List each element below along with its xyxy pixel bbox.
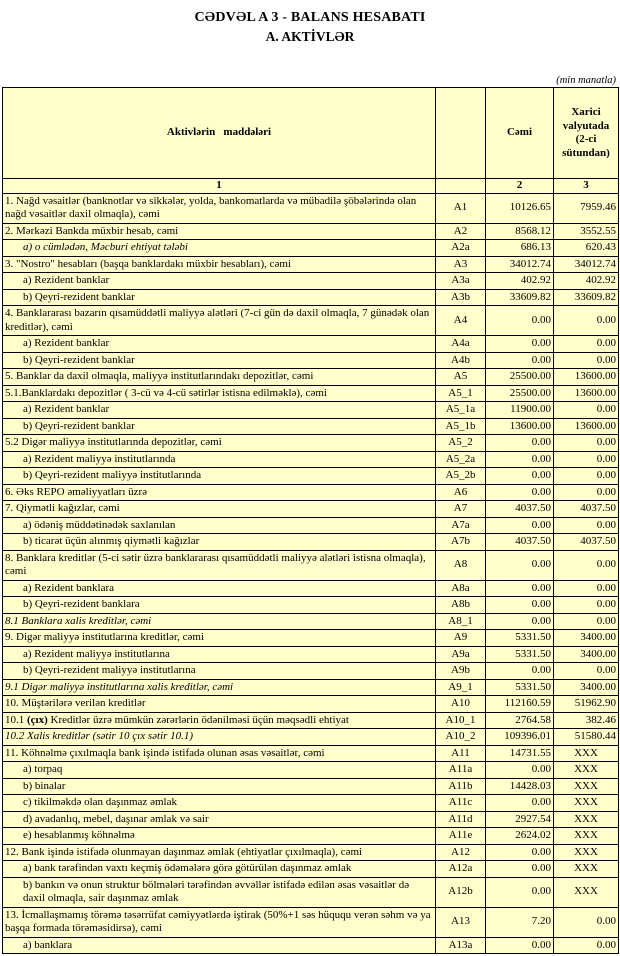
table-row — [3, 696, 619, 713]
table-row — [3, 306, 619, 336]
balance-sheet-table — [2, 87, 619, 954]
row-label: 9.1 Digər maliyyə institutlarına xalis kreditlər, cəmi — [3, 679, 436, 696]
row-total-value: 0.00 — [486, 844, 554, 861]
row-total-value: 0.00 — [486, 663, 554, 680]
row-label: a) banklara — [3, 937, 436, 954]
row-code: A11c — [436, 795, 486, 812]
row-code: A7 — [436, 501, 486, 518]
row-foreign-currency-value: 0.00 — [554, 580, 619, 597]
unit-note: (min manatla) — [556, 75, 616, 86]
column-number-row — [3, 179, 619, 194]
row-total-value: 0.00 — [486, 877, 554, 907]
row-total-value: 25500.00 — [486, 369, 554, 386]
row-label: 9. Digər maliyyə institutlarına kreditlər, cəmi — [3, 630, 436, 647]
row-total-value: 0.00 — [486, 597, 554, 614]
table-row — [3, 517, 619, 534]
table-row — [3, 729, 619, 746]
row-total-value: 11900.00 — [486, 402, 554, 419]
table-row — [3, 712, 619, 729]
row-foreign-currency-value: 33609.82 — [554, 289, 619, 306]
row-label: 10.2 Xalis kreditlər (sətir 10 çıx sətir 10.1) — [3, 729, 436, 746]
row-label: a) torpaq — [3, 762, 436, 779]
row-label: 4. Banklararası bazarın qısamüddətli maliyyə alətləri (7-ci gün də daxil olmaqla, 7 günədək olan kreditlər), cəmi — [3, 306, 436, 336]
row-foreign-currency-value: XXX — [554, 762, 619, 779]
row-code: A8_1 — [436, 613, 486, 630]
row-label: 7. Qiymətli kağızlar, cəmi — [3, 501, 436, 518]
row-code: A11d — [436, 811, 486, 828]
row-foreign-currency-value: 3400.00 — [554, 679, 619, 696]
row-label: a) Rezident maliyyə institutlarında — [3, 451, 436, 468]
row-label: 6. Əks REPO əməliyyatları üzrə — [3, 484, 436, 501]
row-foreign-currency-value: XXX — [554, 778, 619, 795]
row-code: A9 — [436, 630, 486, 647]
row-code: A4 — [436, 306, 486, 336]
row-foreign-currency-value: 0.00 — [554, 937, 619, 954]
row-foreign-currency-value: 3552.55 — [554, 223, 619, 240]
row-label: b) Qeyri-rezident banklar — [3, 418, 436, 435]
row-code: A2 — [436, 223, 486, 240]
row-code: A10_1 — [436, 712, 486, 729]
row-total-value: 109396.01 — [486, 729, 554, 746]
row-total-value: 0.00 — [486, 795, 554, 812]
row-label: a) bank tərəfindən vaxtı keçmiş ödəmələrə görə götürülən daşınmaz əmlak — [3, 861, 436, 878]
row-label: b) Qeyri-rezident banklar — [3, 352, 436, 369]
row-foreign-currency-value: 0.00 — [554, 468, 619, 485]
row-total-value: 5331.50 — [486, 646, 554, 663]
table-row — [3, 418, 619, 435]
row-code: A8 — [436, 550, 486, 580]
row-foreign-currency-value: 0.00 — [554, 550, 619, 580]
row-foreign-currency-value: 3400.00 — [554, 646, 619, 663]
table-row — [3, 778, 619, 795]
row-label: 8. Banklara kreditlər (5-ci sətir üzrə banklararası qısamüddətli maliyyə alətləri istisna olmaqla), cəmi — [3, 550, 436, 580]
row-total-value: 33609.82 — [486, 289, 554, 306]
row-label: a) Rezident banklar — [3, 273, 436, 290]
row-foreign-currency-value: XXX — [554, 745, 619, 762]
row-code: A11b — [436, 778, 486, 795]
row-label: a) Rezident maliyyə institutlarına — [3, 646, 436, 663]
table-row — [3, 861, 619, 878]
table-header-row — [3, 88, 619, 179]
row-foreign-currency-value: XXX — [554, 877, 619, 907]
row-total-value: 0.00 — [486, 336, 554, 353]
row-label: a) o cümlədən, Məcburi ehtiyat tələbi — [3, 240, 436, 257]
row-code: A3a — [436, 273, 486, 290]
row-label: d) avadanlıq, mebel, daşınar əmlak və sair — [3, 811, 436, 828]
row-code: A5_2b — [436, 468, 486, 485]
table-row — [3, 811, 619, 828]
row-total-value: 0.00 — [486, 451, 554, 468]
table-row — [3, 877, 619, 907]
row-code: A13a — [436, 937, 486, 954]
table-row — [3, 646, 619, 663]
row-label: b) bankın və onun struktur bölmələri tərəfindən əvvəllər istifadə edilən əsas vəsaitlər də daxil olmaqla, sair daşınmaz əmlak — [3, 877, 436, 907]
row-code: A5_1 — [436, 385, 486, 402]
row-code: A12b — [436, 877, 486, 907]
row-total-value: 402.92 — [486, 273, 554, 290]
row-foreign-currency-value: 34012.74 — [554, 256, 619, 273]
table-row — [3, 580, 619, 597]
row-foreign-currency-value: 4037.50 — [554, 501, 619, 518]
row-label: 5.1.Banklardakı depozitlər ( 3-cü və 4-cü sətirlər istisna edilməklə), cəmi — [3, 385, 436, 402]
row-label: b) Qeyri-rezident banklar — [3, 289, 436, 306]
table-row — [3, 385, 619, 402]
row-label-segment: Kreditlər üzrə mümkün zərərlərin ödənilməsi üçün məqsədli ehtiyat — [47, 713, 349, 726]
table-row — [3, 844, 619, 861]
table-row — [3, 663, 619, 680]
row-code: A11 — [436, 745, 486, 762]
row-foreign-currency-value: 0.00 — [554, 613, 619, 630]
row-total-value: 0.00 — [486, 580, 554, 597]
row-code: A8b — [436, 597, 486, 614]
column-header-total: Cəmi — [486, 88, 554, 179]
table-row — [3, 937, 619, 954]
row-label: 8.1 Banklara xalis kreditlər, cəmi — [3, 613, 436, 630]
row-code: A5_2a — [436, 451, 486, 468]
row-foreign-currency-value: 13600.00 — [554, 369, 619, 386]
row-code: A5_1a — [436, 402, 486, 419]
row-foreign-currency-value: 0.00 — [554, 451, 619, 468]
row-code: A3b — [436, 289, 486, 306]
row-code: A7b — [436, 534, 486, 551]
row-total-value: 0.00 — [486, 613, 554, 630]
row-total-value: 5331.50 — [486, 630, 554, 647]
row-foreign-currency-value: 0.00 — [554, 336, 619, 353]
table-row — [3, 451, 619, 468]
row-total-value: 2927.54 — [486, 811, 554, 828]
row-total-value: 0.00 — [486, 937, 554, 954]
row-label: a) Rezident banklara — [3, 580, 436, 597]
table-row — [3, 223, 619, 240]
table-row — [3, 501, 619, 518]
table-row — [3, 745, 619, 762]
row-code: A8a — [436, 580, 486, 597]
row-foreign-currency-value: 0.00 — [554, 907, 619, 937]
page-subtitle: A. AKTİVLƏR — [265, 29, 355, 44]
table-row — [3, 289, 619, 306]
row-foreign-currency-value: 402.92 — [554, 273, 619, 290]
column-header-foreign: Xarici valyutada (2-ci sütundan) — [554, 88, 619, 179]
row-total-value: 25500.00 — [486, 385, 554, 402]
table-row — [3, 369, 619, 386]
row-label: e) hesablanmış köhnəlmə — [3, 828, 436, 845]
row-total-value: 0.00 — [486, 306, 554, 336]
row-code: A9a — [436, 646, 486, 663]
table-row — [3, 828, 619, 845]
table-row — [3, 550, 619, 580]
row-total-value: 4037.50 — [486, 501, 554, 518]
row-code: A3 — [436, 256, 486, 273]
column-header-code — [436, 88, 486, 179]
row-total-value: 2624.02 — [486, 828, 554, 845]
row-code: A1 — [436, 193, 486, 223]
row-foreign-currency-value: 0.00 — [554, 352, 619, 369]
row-foreign-currency-value: 382.46 — [554, 712, 619, 729]
table-row — [3, 273, 619, 290]
balance-table-body — [3, 193, 619, 954]
row-label: b) binalar — [3, 778, 436, 795]
row-code: A5_1b — [436, 418, 486, 435]
row-total-value: 14731.55 — [486, 745, 554, 762]
row-foreign-currency-value: 0.00 — [554, 517, 619, 534]
row-label: 10. Müştərilərə verilən kreditlər — [3, 696, 436, 713]
row-foreign-currency-value: 0.00 — [554, 402, 619, 419]
row-code: A10_2 — [436, 729, 486, 746]
table-row — [3, 907, 619, 937]
row-label: 5.2 Digər maliyyə institutlarında depozitlər, cəmi — [3, 435, 436, 452]
row-total-value: 14428.03 — [486, 778, 554, 795]
row-label: 5. Banklar da daxil olmaqla, maliyyə institutlarındakı depozitlər, cəmi — [3, 369, 436, 386]
row-total-value: 4037.50 — [486, 534, 554, 551]
row-code: A5_2 — [436, 435, 486, 452]
row-total-value: 10126.65 — [486, 193, 554, 223]
row-label: 1. Nağd vəsaitlər (banknotlar və sikkələr, yolda, bankomatlarda və mübadilə şöbələrində olan nağd vəsaitlər daxil olmaqla), cəmi — [3, 193, 436, 223]
row-total-value: 0.00 — [486, 468, 554, 485]
row-code: A12 — [436, 844, 486, 861]
table-row — [3, 597, 619, 614]
column-number-code — [436, 179, 486, 194]
row-label: a) Rezident banklar — [3, 336, 436, 353]
page-title: CƏDVƏL A 3 - BALANS HESABATI — [194, 10, 426, 25]
table-row — [3, 630, 619, 647]
row-total-value: 13600.00 — [486, 418, 554, 435]
row-foreign-currency-value: 4037.50 — [554, 534, 619, 551]
table-row — [3, 336, 619, 353]
row-foreign-currency-value: 3400.00 — [554, 630, 619, 647]
row-total-value: 34012.74 — [486, 256, 554, 273]
row-total-value: 0.00 — [486, 352, 554, 369]
row-foreign-currency-value: 0.00 — [554, 484, 619, 501]
row-foreign-currency-value: XXX — [554, 811, 619, 828]
row-code: A4b — [436, 352, 486, 369]
row-code: A13 — [436, 907, 486, 937]
row-total-value: 112160.59 — [486, 696, 554, 713]
row-total-value: 0.00 — [486, 484, 554, 501]
row-total-value: 0.00 — [486, 435, 554, 452]
row-label: 13. İcmallaşmamış törəmə təsərrüfat cəmiyyətlərdə iştirak (50%+1 səs hüququ verən səhm və ya başqa formada törəməsidirsə), cəmi — [3, 907, 436, 937]
column-number-items: 1 — [3, 179, 436, 194]
row-total-value: 0.00 — [486, 861, 554, 878]
row-foreign-currency-value: 7959.46 — [554, 193, 619, 223]
column-number-total: 2 — [486, 179, 554, 194]
row-code: A12a — [436, 861, 486, 878]
row-code: A7a — [436, 517, 486, 534]
table-row — [3, 435, 619, 452]
row-foreign-currency-value: 0.00 — [554, 435, 619, 452]
row-foreign-currency-value: XXX — [554, 844, 619, 861]
table-row — [3, 193, 619, 223]
table-row — [3, 534, 619, 551]
row-label-bold-segment: (çıx) — [27, 713, 48, 726]
table-row — [3, 402, 619, 419]
row-foreign-currency-value: XXX — [554, 828, 619, 845]
table-row — [3, 240, 619, 257]
table-row — [3, 762, 619, 779]
row-label-segment: 10.1 — [5, 713, 27, 726]
row-total-value: 7.20 — [486, 907, 554, 937]
column-number-foreign: 3 — [554, 179, 619, 194]
column-header-items: Aktivlərin maddələri — [3, 88, 436, 179]
row-label: b) ticarət üçün alınmış qiymətli kağızlar — [3, 534, 436, 551]
row-label: b) Qeyri-rezident banklara — [3, 597, 436, 614]
row-total-value: 686.13 — [486, 240, 554, 257]
row-label: 3. "Nostro" hesabları (başqa banklardakı müxbir hesabları), cəmi — [3, 256, 436, 273]
row-label: c) tikilməkdə olan daşınmaz əmlak — [3, 795, 436, 812]
row-total-value: 2764.58 — [486, 712, 554, 729]
row-foreign-currency-value: XXX — [554, 861, 619, 878]
table-row — [3, 613, 619, 630]
row-foreign-currency-value: 51580.44 — [554, 729, 619, 746]
row-foreign-currency-value: 13600.00 — [554, 385, 619, 402]
row-code: A6 — [436, 484, 486, 501]
row-foreign-currency-value: XXX — [554, 795, 619, 812]
page-header — [0, 0, 620, 45]
row-label: 12. Bank işində istifadə olunmayan daşınmaz əmlak (ehtiyatlar çıxılmaqla), cəmi — [3, 844, 436, 861]
row-label: 11. Köhnəlmə çıxılmaqla bank işində istifadə olunan əsas vəsaitlər, cəmi — [3, 745, 436, 762]
row-code: A11a — [436, 762, 486, 779]
row-code: A2a — [436, 240, 486, 257]
table-row — [3, 352, 619, 369]
table-row — [3, 795, 619, 812]
table-row — [3, 256, 619, 273]
row-label: b) Qeyri-rezident maliyyə institutlarında — [3, 468, 436, 485]
row-code: A10 — [436, 696, 486, 713]
table-row — [3, 679, 619, 696]
row-foreign-currency-value: 0.00 — [554, 306, 619, 336]
table-row — [3, 484, 619, 501]
row-foreign-currency-value: 620.43 — [554, 240, 619, 257]
table-row — [3, 468, 619, 485]
row-code: A5 — [436, 369, 486, 386]
row-foreign-currency-value: 13600.00 — [554, 418, 619, 435]
row-foreign-currency-value: 0.00 — [554, 663, 619, 680]
row-total-value: 8568.12 — [486, 223, 554, 240]
row-total-value: 0.00 — [486, 762, 554, 779]
row-foreign-currency-value: 0.00 — [554, 597, 619, 614]
row-label: b) Qeyri-rezident maliyyə institutlarına — [3, 663, 436, 680]
row-label — [3, 712, 436, 729]
row-code: A11e — [436, 828, 486, 845]
row-code: A9_1 — [436, 679, 486, 696]
row-total-value: 5331.50 — [486, 679, 554, 696]
row-total-value: 0.00 — [486, 550, 554, 580]
row-code: A4a — [436, 336, 486, 353]
row-label: a) Rezident banklar — [3, 402, 436, 419]
row-total-value: 0.00 — [486, 517, 554, 534]
row-code: A9b — [436, 663, 486, 680]
row-label: 2. Mərkəzi Bankda müxbir hesab, cəmi — [3, 223, 436, 240]
row-label: a) ödəniş müddətinədək saxlanılan — [3, 517, 436, 534]
row-foreign-currency-value: 51962.90 — [554, 696, 619, 713]
